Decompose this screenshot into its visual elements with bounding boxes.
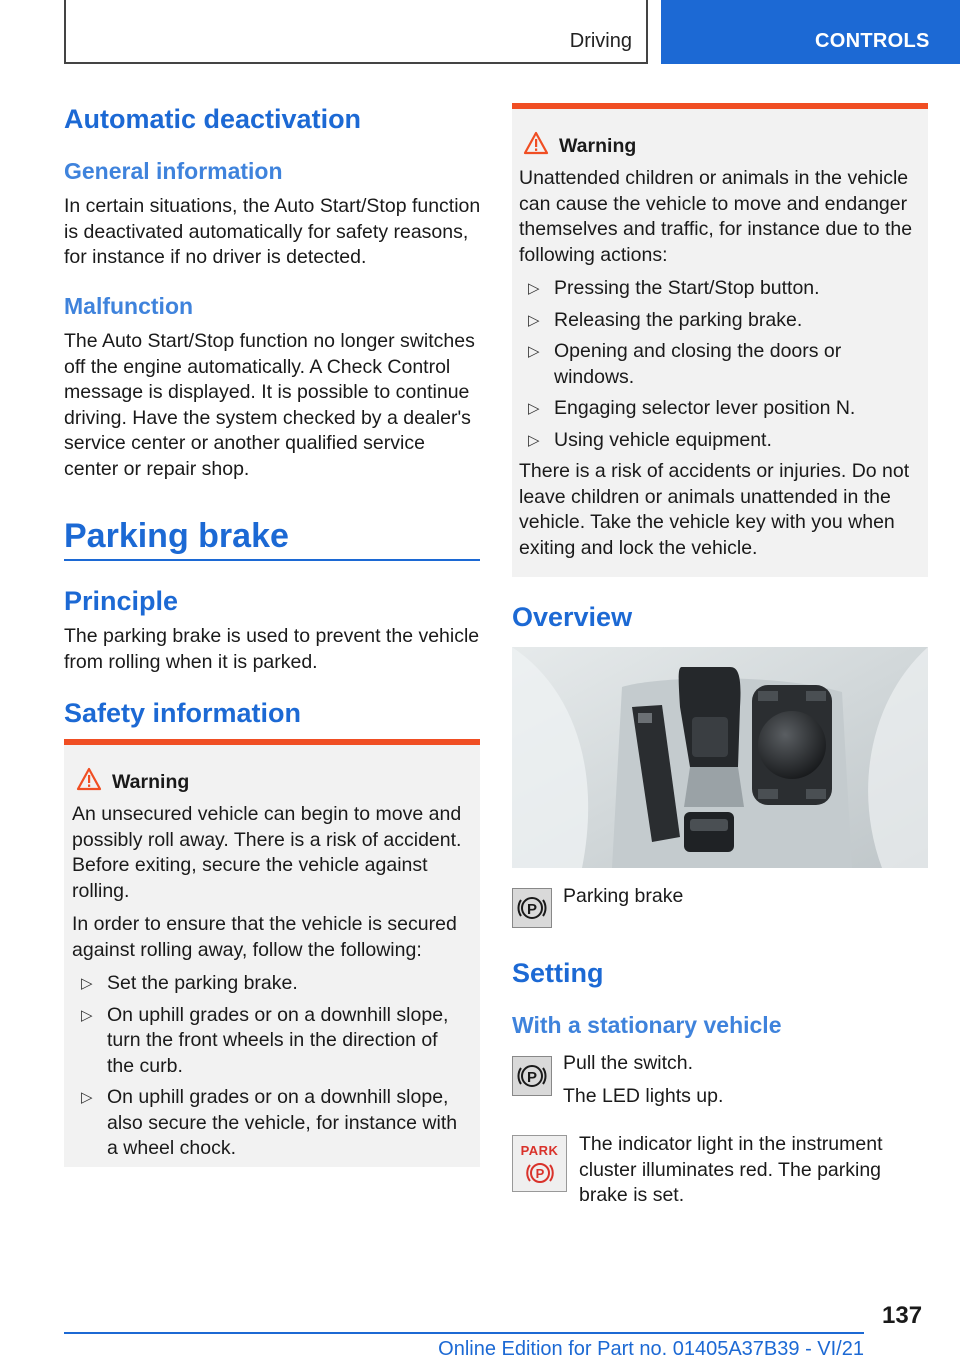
svg-text:P: P: [526, 1069, 538, 1086]
svg-text:P: P: [535, 1166, 545, 1181]
warning-text: There is a risk of accidents or injuries. Do not leave children or animals unattended in the vehicle. Take the vehicle key with you when exiting and lock the vehicle.: [519, 460, 910, 559]
principle-heading: Principle: [64, 586, 179, 616]
page-number: 137: [882, 1302, 923, 1329]
list-item: ▷ Using vehicle equipment.: [519, 428, 891, 454]
park-label: PARK: [520, 1143, 559, 1158]
setting-step-2: The LED lights up.: [563, 1085, 724, 1107]
setting-heading: Setting: [512, 958, 604, 988]
bullet-triangle-icon: ▷: [81, 975, 93, 992]
bullet-triangle-icon: ▷: [81, 1006, 93, 1024]
bullet-triangle-icon: ▷: [528, 280, 540, 297]
park-symbol: [523, 1158, 557, 1188]
header-frame: [64, 0, 648, 64]
header-tab[interactable]: [661, 0, 960, 64]
list-item: ▷ On uphill grades or on a downhill slope, also secure the vehicle, for instance with a wheel chock.: [81, 1086, 458, 1159]
parking-brake-heading: Parking brake: [64, 517, 289, 555]
bullet-triangle-icon: ▷: [528, 431, 540, 449]
park-indicator-icon: [512, 1135, 567, 1192]
warning-text: In order to ensure that the vehicle is secured against rolling away, follow the following:: [72, 913, 457, 961]
console-illustration: [512, 647, 928, 868]
warning-triangle-icon: [523, 131, 549, 155]
warning-text: Unattended children or animals in the vehicle can cause the vehicle to move and endanger themselves and traffic, for instance due to the following actions:: [519, 167, 913, 266]
center-console-image: [512, 647, 928, 868]
warning-box-right: [512, 103, 928, 577]
overview-heading: Overview: [512, 602, 633, 632]
warning-title: Warning: [112, 771, 472, 794]
list-item: ▷ Pressing the Start/Stop button.: [519, 276, 891, 302]
warning-text: An unsecured vehicle can begin to move and possibly roll away. There is a risk of accident. Before exiting, secure the vehicle against rolling.: [72, 803, 462, 902]
list-item: ▷ Set the parking brake.: [72, 971, 468, 997]
image-caption: Parking brake: [563, 885, 684, 907]
bullet-triangle-icon: ▷: [528, 343, 540, 360]
general-info-text: In certain situations, the Auto Start/Stop function is deactivated automatically for safety reasons, for instance if no driver is detected.: [64, 195, 481, 268]
principle-text: The parking brake is used to prevent the vehicle from rolling when it is parked.: [64, 625, 480, 673]
header-tab-label: CONTROLS: [815, 30, 930, 52]
bullet-triangle-icon: ▷: [528, 400, 540, 417]
stationary-heading: With a stationary vehicle: [512, 1012, 782, 1038]
list-item: ▷ Engaging selector lever position N.: [519, 396, 891, 422]
warning-list: [72, 971, 468, 1162]
heading-rule: [64, 559, 480, 561]
footer-edition: Online Edition for Part no. 01405A37B39 - VI/21: [438, 1338, 864, 1360]
list-item: ▷ Releasing the parking brake.: [519, 308, 891, 334]
indicator-text: The indicator light in the instrument cluster illuminates red. The parking brake is set.: [579, 1133, 883, 1206]
header-section: Driving: [569, 30, 632, 52]
footer-rule: [64, 1332, 864, 1334]
parking-brake-icon: [512, 1056, 552, 1096]
malfunction-text: The Auto Start/Stop function no longer switches off the engine automatically. A Check Control message is displayed. It is possible to continue driving. Have the system checked by a dealer's service center or another qualified service center or repair shop.: [64, 330, 475, 480]
svg-text:P: P: [526, 901, 538, 918]
list-item: ▷ Opening and closing the doors or windows.: [528, 340, 842, 388]
warning-box-left: [64, 739, 480, 1167]
parking-brake-icon: [512, 888, 552, 928]
warning-triangle-icon: [76, 767, 102, 791]
setting-step-1: Pull the switch.: [563, 1052, 694, 1074]
auto-deactivation-heading: Automatic deactivation: [64, 104, 362, 134]
safety-heading: Safety information: [64, 698, 302, 728]
warning-list: [519, 276, 891, 453]
list-item: ▷ On uphill grades or on a downhill slope, turn the front wheels in the direction of the curb.: [81, 1003, 449, 1077]
warning-title: Warning: [559, 135, 919, 158]
malfunction-heading: Malfunction: [64, 293, 194, 319]
bullet-triangle-icon: ▷: [81, 1089, 93, 1106]
bullet-triangle-icon: ▷: [528, 311, 540, 329]
general-info-heading: General information: [64, 158, 283, 184]
